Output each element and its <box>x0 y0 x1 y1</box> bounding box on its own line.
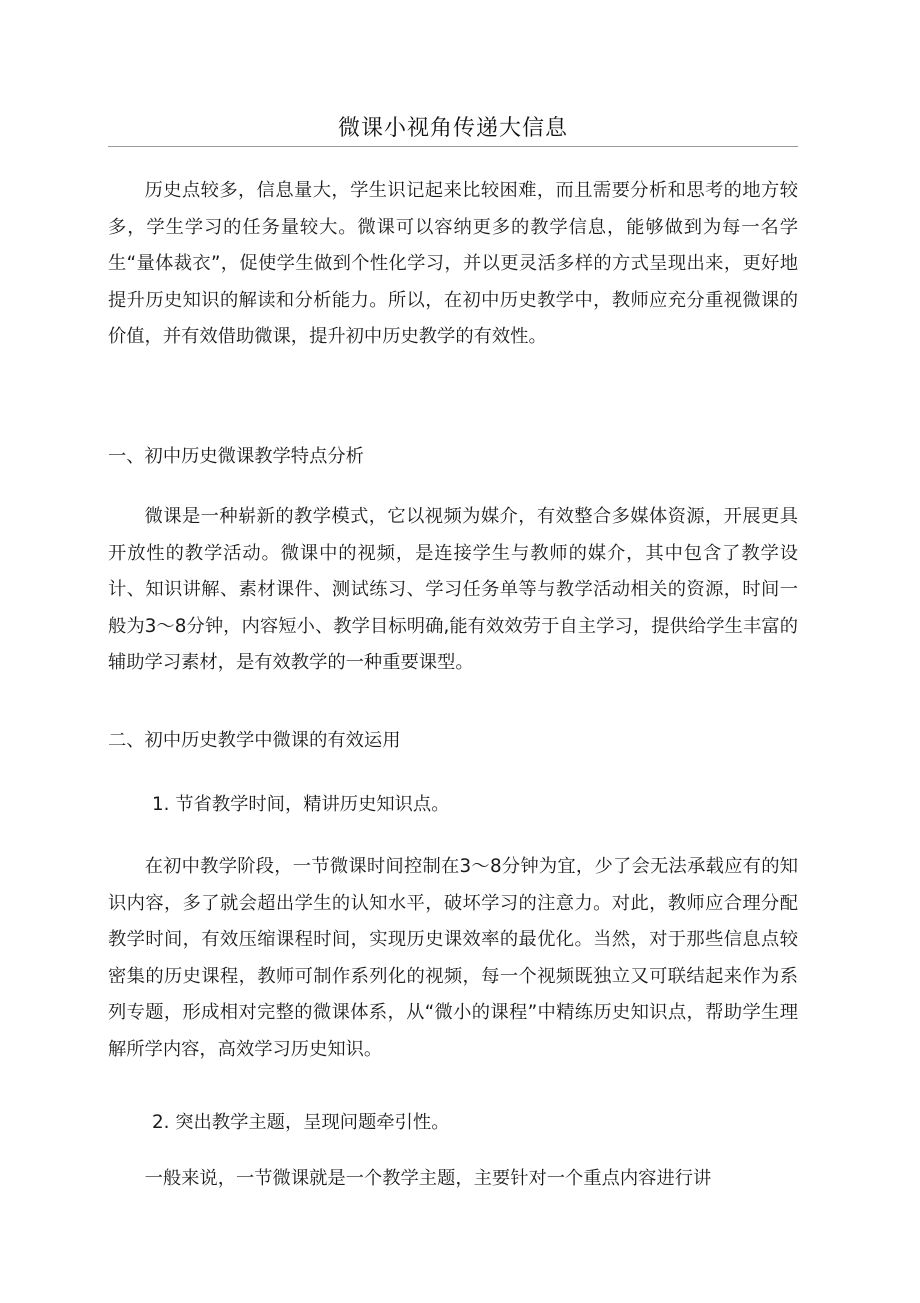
section-1-paragraph: 微课是一种崭新的教学模式，它以视频为媒介，有效整合多媒体资源，开展更具开放性的教学活动。微课中的视频，是连接学生与教师的媒介，其中包含了教学设计、知识讲解、素材课件、测试练习、学习任务单等与教学活动相关的资源，时间一般为3～8分钟，内容短小、教学目标明确,能有效效劳于自主学习，提供给学生丰富的辅助学习素材，是有效教学的一种重要课型。 <box>108 506 798 673</box>
section-heading-2: 二、初中历史教学中微课的有效运用 <box>108 730 401 751</box>
subheading-2: 2. 突出教学主题，呈现问题牵引性。 <box>152 1112 450 1133</box>
document-title: 微课小视角传递大信息 <box>337 116 568 141</box>
subsection-1-paragraph: 在初中教学阶段，一节微课时间控制在3～8分钟为宜，少了会无法承载应有的知识内容，多了就会超出学生的认知水平，破坏学习的注意力。对此，教师应合理分配教学时间，有效压缩课程时间，实现历史课效率的最优化。当然，对于那些信息点较密集的历史课程，教师可制作系列化的视频，每一个视频既独立又可联结起来作为系列专题，形成相对完整的微课体系，从“微小的课程”中精练历史知识点，帮助学生理解所学内容，高效学习历史知识。 <box>108 856 798 1060</box>
section-heading-1: 一、初中历史微课教学特点分析 <box>108 446 364 467</box>
subsection-2-paragraph: 一般来说，一节微课就是一个教学主题，主要针对一个重点内容进行讲 <box>144 1168 712 1189</box>
title-divider <box>108 146 798 147</box>
subheading-1: 1. 节省教学时间，精讲历史知识点。 <box>152 794 450 815</box>
intro-paragraph: 历史点较多，信息量大，学生识记起来比较困难，而且需要分析和思考的地方较多，学生学习的任务量较大。微课可以容纳更多的教学信息，能够做到为每一名学生“量体裁衣”，促使学生做到个性化学习，并以更灵活多样的方式呈现出来，更好地提升历史知识的解读和分析能力。所以，在初中历史教学中，教师应充分重视微课的价值，并有效借助微课，提升初中历史教学的有效性。 <box>108 180 798 347</box>
